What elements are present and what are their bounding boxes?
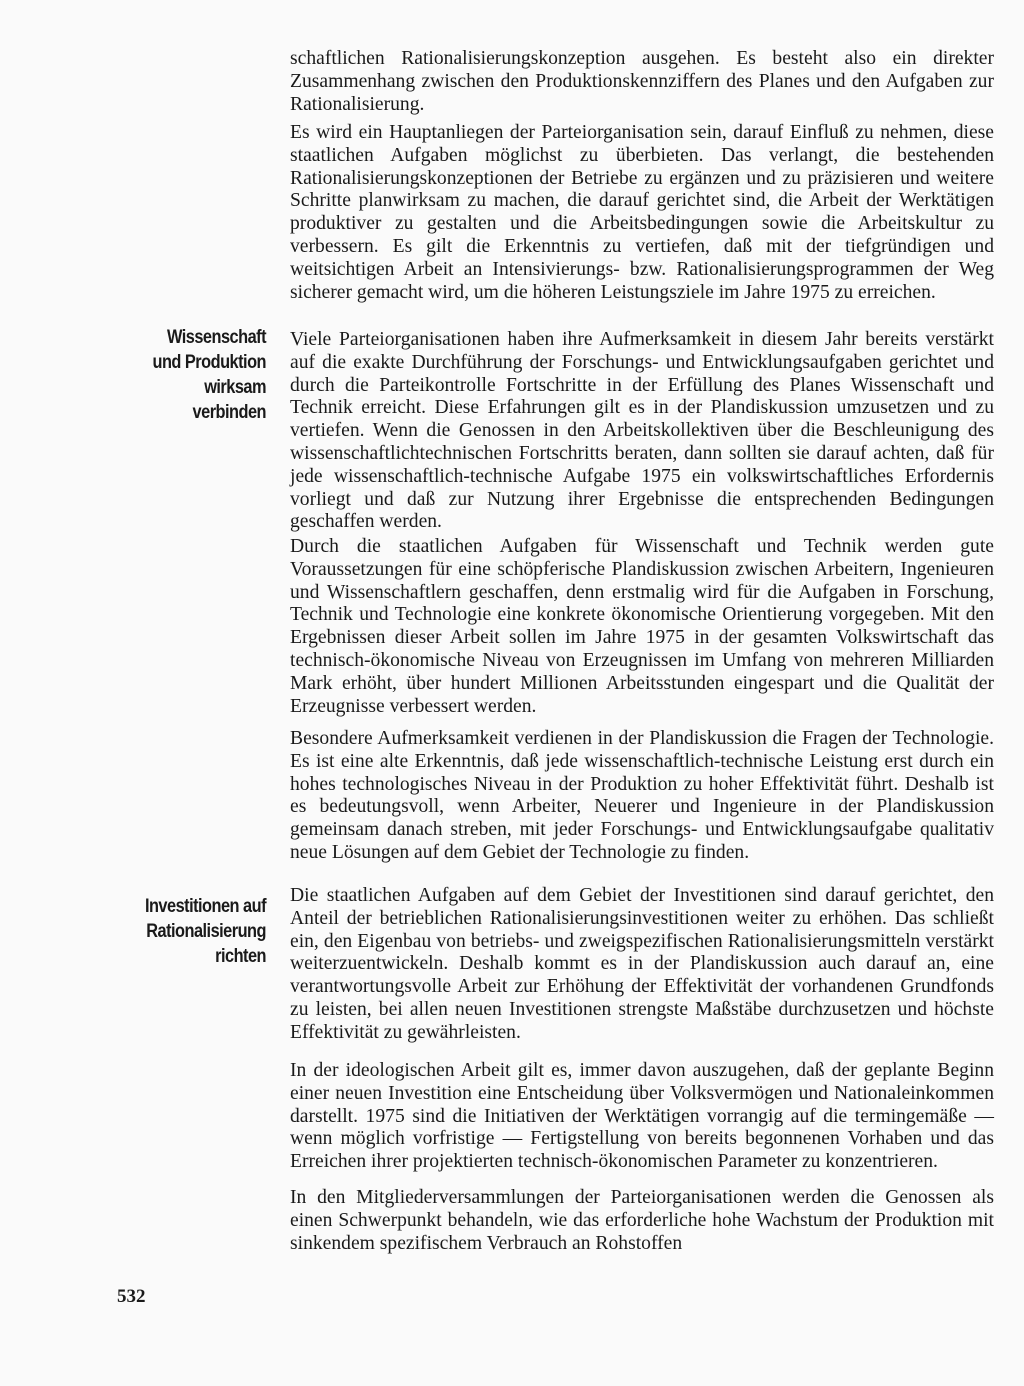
paragraph-mitgliederversammlungen [290, 1187, 994, 1255]
paragraph-technologie [290, 728, 994, 865]
paragraph-text: Es wird ein Hauptanliegen der Parteiorganisation sein, darauf Einfluß zu nehmen, diese staatlichen Aufgaben möglichst zu überbieten. Das verlangt, die bestehenden Rationalisierungskonzeptionen der Betriebe zu ergänzen und zu präzisieren und weitere Schritte planwirksam zu machen, die darauf gerichtet sind, die Arbeit der Werktätigen produktiver zu gestalten und die Arbeitsbedingungen sowie die Arbeitskultur zu verbessern. Es gilt die Erkenntnis zu vertiefen, daß mit der tiefgründigen und weitsichtigen Arbeit an Intensivierungs- bzw. Rationalisierungsprogrammen der Weg sicherer gemacht wird, um die höheren Leistungsziele im Jahre 1975 zu erreichen. [290, 122, 994, 303]
paragraph-rationalisierung-end [290, 48, 994, 116]
paragraph-text: In der ideologischen Arbeit gilt es, immer davon auszugehen, daß der geplante Beginn einer neuen Investition eine Entscheidung über Volksvermögen und Nationaleinkommen darstellt. 1975 sind die Initiativen der Werktätigen vorrangig auf die termingemäße — wenn möglich vorfristige — Fertigstellung von bereits begonnenen Vorhaben und das Erreichen ihrer projektierten technisch-ökonomischen Parameter zu konzentrieren. [290, 1060, 994, 1173]
paragraph-text: Viele Parteiorganisationen haben ihre Aufmerksamkeit in diesem Jahr bereits verstärkt auf die exakte Durchführung der Forschungs- und Entwicklungsaufgaben gerichtet und durch die Parteikontrolle Fortschritte in der Erfüllung des Planes Wissenschaft und Technik erreicht. Diese Erfahrungen gilt es in der Plandiskussion umzusetzen und zu vertiefen. Wenn die Genossen in den Arbeitskollektiven über die Beschleunigung des wissenschaftlichtechnischen Fortschritts beraten, dann sollten sie darauf achten, daß für jede wissenschaftlich-technische Aufgabe 1975 ein volkswirtschaftliches Erfordernis vorliegt und daß zur Nutzung ihrer Ergebnisse die entsprechenden Bedingungen geschaffen werden. [290, 329, 994, 533]
paragraph-text: Durch die staatlichen Aufgaben für Wissenschaft und Technik werden gute Voraussetzungen für eine schöpferische Plandiskussion zwischen Arbeitern, Ingenieuren und Wissenschaftlern geschaffen, denn erstmalig wird für die Aufgaben in Forschung, Technik und Technologie eine konkrete ökonomische Orientierung vorgegeben. Mit den Ergebnissen dieser Arbeit sollen im Jahre 1975 in der gesamten Volkswirtschaft das technisch-ökonomische Niveau von Erzeugnissen im Umfang von mehreren Milliarden Mark erhöht, über hundert Millionen Arbeitsstunden eingespart und die Qualität der Erzeugnisse verbessert werden. [290, 536, 994, 717]
paragraph-text: schaftlichen Rationalisierungskonzeption ausgehen. Es besteht also ein direkter Zusammenhang zwischen den Produktionskennziffern des Planes und den Aufgaben zur Rationalisierung. [290, 48, 994, 115]
paragraph-text: In den Mitgliederversammlungen der Parteiorganisationen werden die Genossen als einen Schwerpunkt behandeln, wie das erforderliche hohe Wachstum der Produktion mit sinkendem spezifischem Verbrauch an Rohstoffen [290, 1187, 994, 1254]
paragraph-forschung [290, 329, 994, 534]
paragraph-investitionen [290, 885, 994, 1045]
side-heading-investitionen: Investitionen auf Rationalisierung richten [144, 896, 266, 967]
paragraph-ideologische-arbeit [290, 1060, 994, 1174]
paragraph-hauptanliegen [290, 122, 994, 304]
paragraph-text: Besondere Aufmerksamkeit verdienen in der Plandiskussion die Fragen der Technologie. Es ist eine alte Erkenntnis, daß jede wissenschaftlich-technische Leistung erst durch ein hohes technologisches Niveau in der Produktion zu hoher Effektivität führt. Deshalb ist es bedeutungsvoll, wenn Arbeiter, Neuerer und Ingenieure in der Plandiskussion gemeinsam danach streben, mit jeder Forschungs- und Entwicklungsaufgabe qualitativ neue Lösungen auf dem Gebiet der Technologie zu finden. [290, 728, 994, 863]
side-heading-wissenschaft: Wissenschaft und Produktion wirksam verbinden [152, 327, 266, 423]
paragraph-wissenschaft-technik [290, 536, 994, 718]
page-number: 532 [117, 1286, 146, 1307]
paragraph-text: Die staatlichen Aufgaben auf dem Gebiet der Investitionen sind darauf gerichtet, den Anteil der betrieblichen Rationalisierungsinvestitionen weiter zu erhöhen. Das schließt ein, den Eigenbau von betriebs- und zweigspezifischen Rationalisierungsmitteln verstärkt weiterzuentwickeln. Deshalb kommt es in der Plandiskussion auch darauf an, eine verantwortungsvolle Arbeit zur Erhöhung der Effektivität der vorhandenen Grundfonds zu leisten, bei allen neuen Investitionen strengste Maßstäbe durchzusetzen und höchste Effektivität zu gewährleisten. [290, 885, 994, 1043]
